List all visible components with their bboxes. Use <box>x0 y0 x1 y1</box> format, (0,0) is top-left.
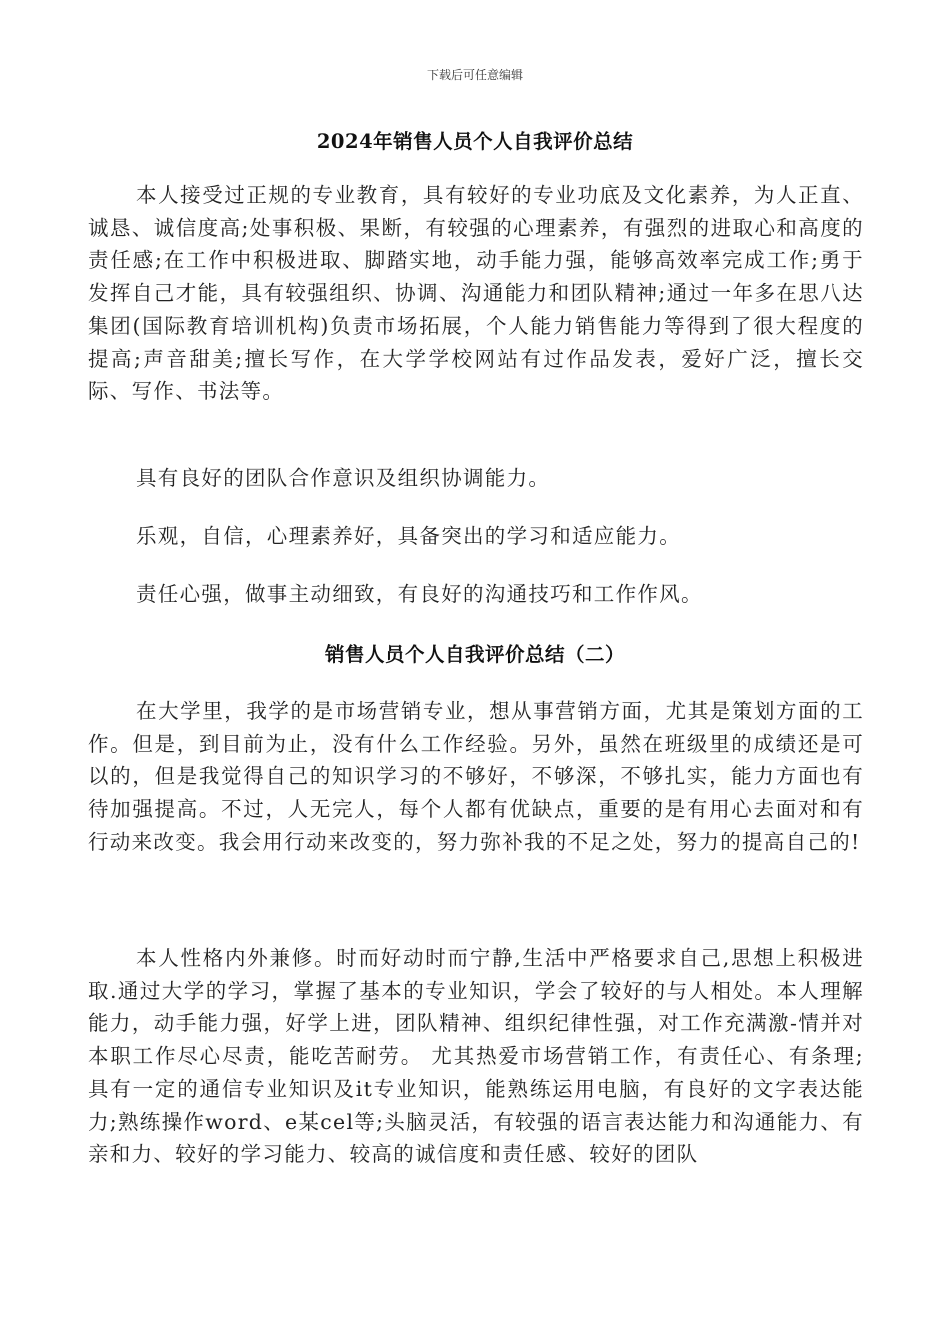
paragraph: 具有良好的团队合作意识及组织协调能力。 <box>136 466 551 490</box>
paragraph: 责任心强，做事主动细致，有良好的沟通技巧和工作作风。 <box>136 582 703 606</box>
paragraph: 乐观，自信，心理素养好，具备突出的学习和适应能力。 <box>136 524 681 548</box>
document-title: 2024年销售人员个人自我评价总结 <box>316 130 634 153</box>
paragraph: 本人接受过正规的专业教育，具有较好的专业功底及文化素养，为人正直、诚恳、诚信度高;处事积极、果断，有较强的心理素养，有强烈的进取心和高度的责任感;在工作中积极进取、脚踏实地，动手能力强，能够高效率完成工作;勇于发挥自己才能，具有较强组织、协调、沟通能力和团队精神;通过一年多在思八达集团(国际教育培训机构)负责市场拓展，个人能力销售能力等得到了很大程度的提高;声音甜美;擅长写作，在大学学校网站有过作品发表，爱好广泛，擅长交际、写作、书法等。 <box>88 183 864 404</box>
paragraph: 在大学里，我学的是市场营销专业，想从事营销方面，尤其是策划方面的工作。但是，到目前为止，没有什么工作经验。另外，虽然在班级里的成绩还是可以的，但是我觉得自己的知识学习的不够好，不够深，不够扎实，能力方面也有待加强提高。不过，人无完人，每个人都有优缺点，重要的是有用心去面对和有行动来改变。我会用行动来改变的，努力弥补我的不足之处，努力的提高自己的! <box>88 699 864 854</box>
page-header-note: 下载后可任意编辑 <box>426 68 523 82</box>
section-title: 销售人员个人自我评价总结（二） <box>324 643 625 666</box>
paragraph: 本人性格内外兼修。时而好动时而宁静,生活中严格要求自己,思想上积极进取.通过大学的学习，掌握了基本的专业知识，学会了较好的与人相处。本人理解能力，动手能力强，好学上进，团队精神、组织纪律性强，对工作充满激-情并对本职工作尽心尽责，能吃苦耐劳。 尤其热爱市场营销工作，有责任心、有条理;具有一定的通信专业知识及it专业知识，能熟练运用电脑，有良好的文字表达能力;熟练操作word、e某cel等;头脑灵活，有较强的语言表达能力和沟通能力、有亲和力、较好的学习能力、较高的诚信度和责任感、较好的团队 <box>88 946 864 1167</box>
